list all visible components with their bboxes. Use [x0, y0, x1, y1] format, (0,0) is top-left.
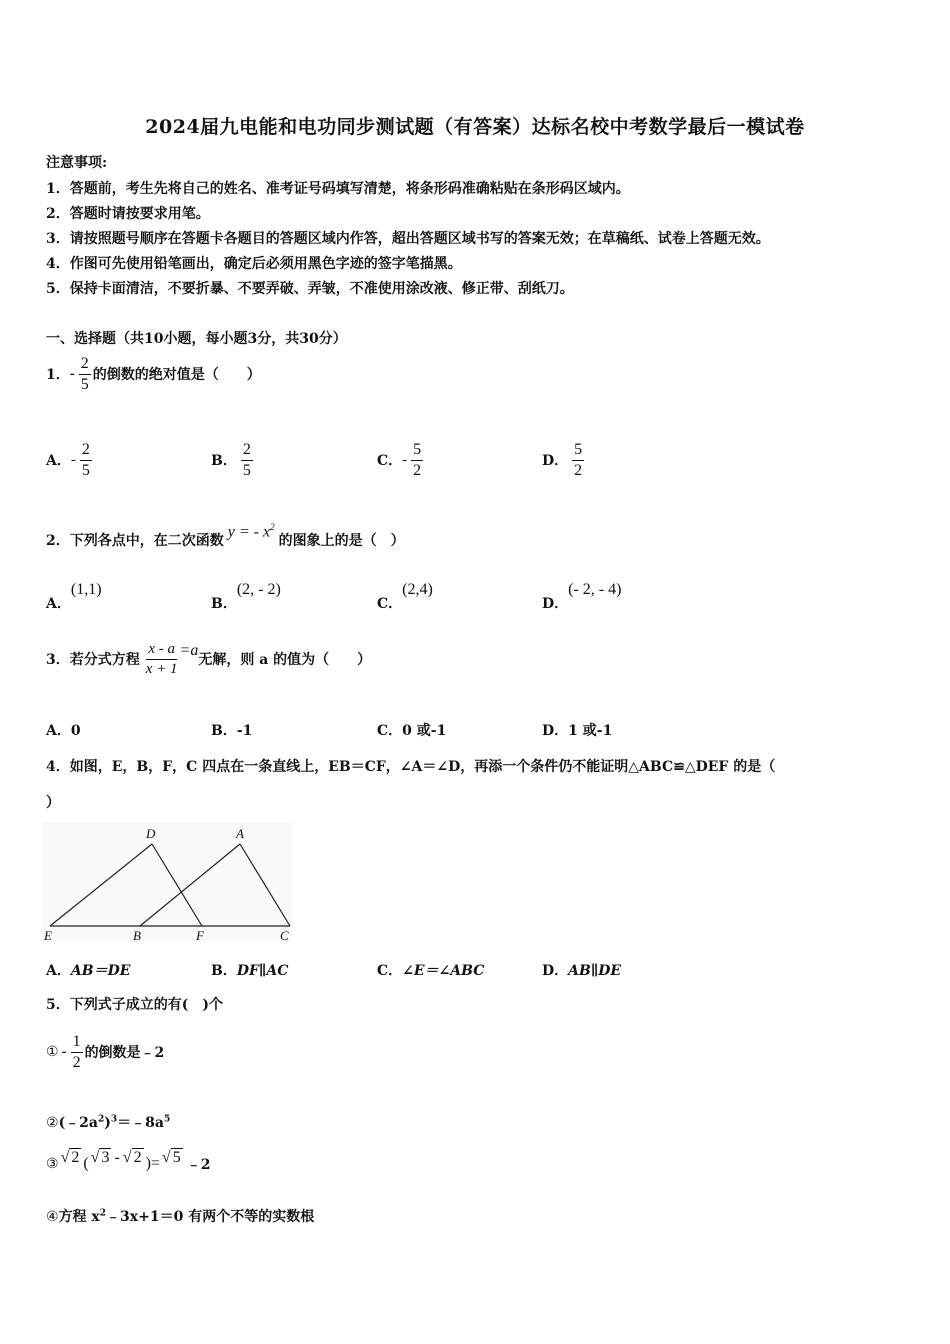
- fraction: [241, 442, 253, 479]
- sqrt-expr: √ 3: [90, 1149, 110, 1166]
- note-item: 3．请按照题号顺序在答题卡各题目的答题区域内作答，超出答题区域书写的答案无效；在草稿纸、试卷上答题无效。: [46, 231, 770, 247]
- formula-exponent: 2: [270, 522, 275, 533]
- option-value: DF∥AC: [236, 963, 289, 979]
- fraction: [79, 356, 91, 393]
- sqrt-expr: √ 5: [161, 1149, 181, 1166]
- figure-background: [42, 822, 292, 942]
- option-value: -1: [236, 723, 253, 739]
- fraction-denominator: 2: [574, 461, 583, 479]
- point-label-e: E: [44, 928, 52, 943]
- fraction: [144, 642, 180, 677]
- fraction-numerator: 1: [71, 1034, 83, 1053]
- question-1: [46, 350, 261, 398]
- note-item: 2．答题时请按要求用笔。: [46, 206, 210, 222]
- question-4-text: 4．如图，E，B，F，C 四点在一条直线上，EB＝CF，∠A＝∠D，再添一个条件仍不能证明△ABC≌△DEF 的是（: [46, 759, 776, 775]
- question-4-text-cont: ）: [46, 795, 60, 811]
- formula-base: y = - x: [227, 523, 271, 541]
- exponent: 5: [163, 1114, 171, 1125]
- option-value: (2, - 2): [236, 581, 281, 598]
- fraction-denominator: 5: [80, 375, 89, 393]
- option-c: [377, 720, 446, 740]
- option-label: B．: [211, 596, 237, 612]
- option-value: 1 或-1: [568, 723, 613, 739]
- q5-item-1: [46, 1028, 164, 1076]
- minus-sign: -: [114, 1149, 120, 1166]
- option-label: B．: [211, 963, 237, 979]
- option-value: ∠E＝∠ABC: [402, 963, 485, 979]
- fraction-numerator: 2: [241, 442, 253, 461]
- neg-sign: -: [69, 365, 75, 382]
- fraction-numerator: x - a: [146, 642, 177, 660]
- page-title: 2024届九电能和电功同步测试题（有答案）达标名校中考数学最后一模试卷: [145, 116, 805, 138]
- formula: [228, 522, 275, 541]
- q5-item-4: [46, 1206, 314, 1226]
- option-a: [46, 960, 130, 980]
- option-label: C．: [377, 723, 403, 739]
- option-value: (- 2, - 4): [568, 581, 622, 598]
- question-5-text: 5．下列式子成立的有( )个: [46, 997, 223, 1013]
- option-label: A．: [46, 453, 71, 469]
- item-text: 方程 x: [58, 1209, 100, 1225]
- point-label-f: F: [196, 928, 204, 943]
- equation-rhs: =a: [179, 642, 199, 659]
- option-b: [211, 578, 281, 614]
- option-label: C．: [377, 596, 403, 612]
- sqrt-expr: √ 2: [60, 1149, 80, 1166]
- radicand: 3: [101, 1149, 110, 1166]
- point-label-b: B: [133, 928, 141, 943]
- question-text: 的倒数的绝对值是（ ）: [92, 367, 261, 383]
- item-text: 的倒数是﹣2: [84, 1045, 165, 1061]
- option-value: 0 或-1: [402, 723, 447, 739]
- note-item: 1．答题前，考生先将自己的姓名、准考证号码填写清楚，将条形码准确粘贴在条形码区域内。: [46, 181, 630, 197]
- radicand: 2: [71, 1149, 80, 1166]
- option-a: [46, 578, 102, 614]
- option-label: D．: [542, 963, 569, 979]
- item-text: ﹣3x+1＝0 有两个不等的实数根: [106, 1209, 315, 1225]
- neg-sign: -: [402, 451, 408, 468]
- circled-number: ④: [46, 1209, 59, 1225]
- option-d: [542, 578, 621, 614]
- option-value: AB＝DE: [70, 963, 131, 979]
- circled-number: ②: [46, 1115, 59, 1131]
- fraction-numerator: 2: [80, 442, 92, 461]
- option-d: [542, 720, 612, 740]
- exponent: 2: [98, 1114, 105, 1125]
- option-label: C．: [377, 963, 403, 979]
- expr-part: ＝﹣8a: [117, 1115, 164, 1131]
- option-label: A．: [46, 963, 71, 979]
- option-value: (1,1): [70, 581, 102, 598]
- option-b: [211, 436, 253, 484]
- option-value: 0: [70, 723, 81, 739]
- q5-item-3: [46, 1146, 210, 1182]
- exponent: 3: [110, 1114, 118, 1125]
- option-label: C．: [377, 453, 403, 469]
- sqrt-expr: √ 2: [122, 1149, 142, 1166]
- note-item: 4．作图可先使用铅笔画出，确定后必须用黑色字迹的签字笔描黑。: [46, 256, 462, 272]
- point-label-d: D: [146, 826, 156, 841]
- q5-item-2: [46, 1112, 170, 1132]
- neg-sign: -: [70, 451, 76, 468]
- fraction: [71, 1034, 83, 1071]
- question-text: 无解，则 a 的值为（ ）: [198, 652, 372, 668]
- fraction-numerator: 2: [79, 356, 91, 375]
- option-value: (2,4): [402, 581, 433, 598]
- fraction-denominator: 2: [72, 1053, 81, 1071]
- option-value: AB∥DE: [568, 963, 622, 979]
- option-d: [542, 960, 621, 980]
- point-label-a: A: [236, 826, 244, 841]
- point-label-c: C: [280, 928, 289, 943]
- option-label: D．: [542, 596, 569, 612]
- question-3: [46, 636, 371, 682]
- option-a: [46, 720, 81, 740]
- question-number: 1．: [46, 367, 70, 383]
- option-c: [377, 960, 484, 980]
- option-d: [542, 436, 584, 484]
- fraction: [572, 442, 584, 479]
- option-label: B．: [211, 723, 237, 739]
- radicand: 5: [172, 1149, 181, 1166]
- option-c: [377, 436, 423, 484]
- question-text: 的图象上的是（ ）: [278, 533, 405, 549]
- option-label: D．: [542, 453, 569, 469]
- expr-part: ﹣2: [186, 1157, 211, 1173]
- open-paren: (: [83, 1155, 89, 1172]
- fraction-denominator: 5: [242, 461, 251, 479]
- option-label: A．: [46, 723, 71, 739]
- fraction: [411, 442, 423, 479]
- close-paren-equals: )=: [145, 1155, 160, 1172]
- neg-sign: -: [61, 1043, 67, 1060]
- option-label: B．: [211, 453, 237, 469]
- option-label: A．: [46, 596, 71, 612]
- option-b: [211, 960, 288, 980]
- question-2: [46, 522, 405, 558]
- option-a: [46, 436, 92, 484]
- fraction-denominator: 2: [413, 461, 422, 479]
- fraction-numerator: 5: [411, 442, 423, 461]
- fraction: [80, 442, 92, 479]
- notes-heading: 注意事项:: [46, 155, 108, 171]
- exponent: 2: [99, 1208, 107, 1219]
- question-text: 2．下列各点中，在二次函数: [46, 533, 224, 549]
- note-item: 5．保持卡面清洁，不要折暴、不要弄破、弄皱，不准使用涂改液、修正带、刮纸刀。: [46, 281, 574, 297]
- option-c: [377, 578, 433, 614]
- section-heading: 一、选择题（共10小题，每小题3分，共30分）: [46, 331, 347, 347]
- circled-number: ①: [46, 1044, 59, 1060]
- fraction-denominator: x + 1: [145, 660, 178, 677]
- option-b: [211, 720, 252, 740]
- circled-number: ③: [46, 1156, 59, 1172]
- option-label: D．: [542, 723, 569, 739]
- triangle-figure: [42, 822, 297, 947]
- fraction-denominator: 5: [81, 461, 90, 479]
- expr-part: ): [104, 1115, 111, 1131]
- question-text: 3．若分式方程: [46, 652, 140, 668]
- expr-part: (﹣2a: [58, 1115, 98, 1131]
- fraction-numerator: 5: [572, 442, 584, 461]
- radicand: 2: [133, 1149, 142, 1166]
